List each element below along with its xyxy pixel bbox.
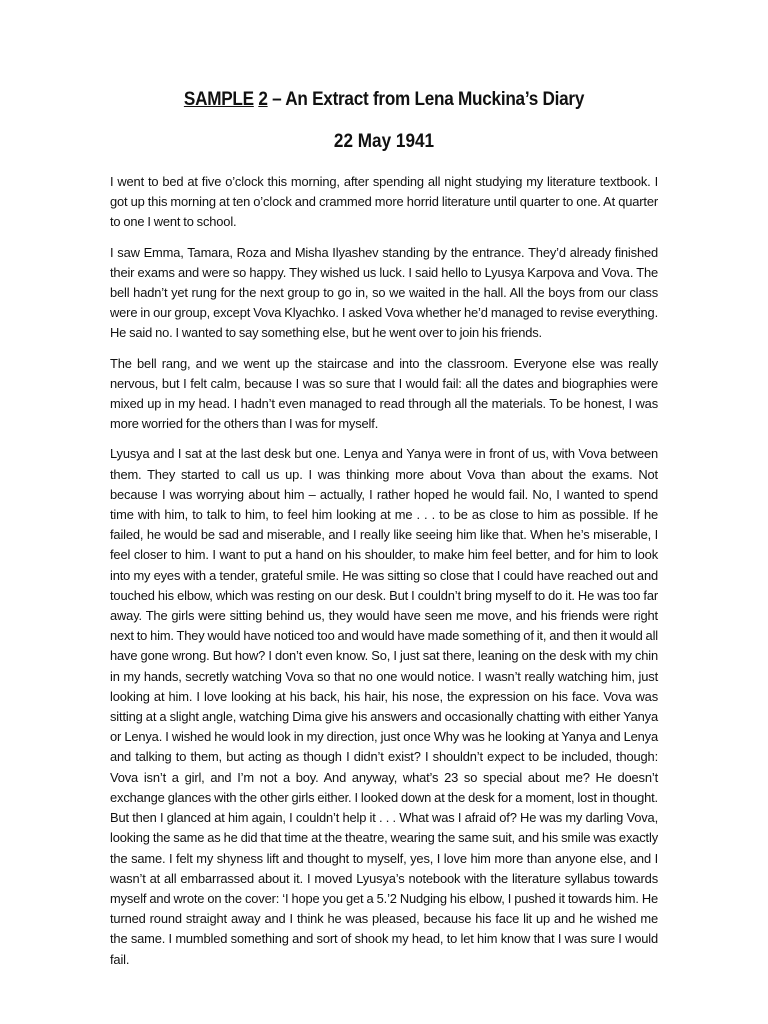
paragraph-3: The bell rang, and we went up the staircase and into the classroom. Everyone else was really nervous, but I felt calm, because I was so sure that I would fail: all the dates and biographies were mixed up in my head. I hadn’t even managed to read through all the materials. To be honest, I was more worried for the others than I was for myself.: [110, 355, 658, 432]
title-sample-number: 2: [258, 88, 268, 110]
paragraph-4: Lyusya and I sat at the last desk but one. Lenya and Yanya were in front of us, with Vova between them. They started to call us up. I was thinking more about Vova than about the exams. Not because I was worrying about him – actually, I rather hoped he would fail. No, I wanted to spend time with him, to talk to him, to feel him looking at me . . . to be as close to him as possible. If he failed, he would be sad and miserable, and I really like seeing him like that. When he’s miserable, I feel closer to him. I want to put a hand on his shoulder, to make him feel better, and for him to look into my eyes with a tender, grateful smile. He was sitting so close that I could have reached out and touched his elbow, which was resting on our desk. But I couldn’t bring myself to do it. He was too far away. The girls were sitting behind us, they would have seen me move, and his friends were right next to him. They would have noticed too and would have made something of it, and then it would all have gone wrong. But how? I don’t even know. So, I just sat there, leaning on the desk with my chin in my hands, secretly watching Vova so that no one would notice. I wasn’t really watching him, just looking at him. I love looking at his back, his hair, his nose, the expression on his face. Vova was sitting at a slight angle, watching Dima give his answers and occasionally chatting with either Yanya or Lenya. I wished he would look in my direction, just once Why was he looking at Yanya and Lenya and talking to them, but acting as though I didn’t exist? I shouldn’t expect to be included, though: Vova isn’t a girl, and I’m not a boy. And anyway, what’s 23 so special about me? He doesn’t exchange glances with the other girls either. I looked down at the desk for a moment, lost in thought. But then I glanced at him again, I couldn’t help it . . . What was I afraid of? He was my darling Vova, looking the same as he did that time at the theatre, wearing the same suit, and his smile was exactly the same. I felt my shyness lift and thought to myself, yes, I love him more than anyone else, and I wasn’t at all embarrassed about it. I moved Lyusya’s notebook with the literature syllabus towards myself and wrote on the cover: ‘I hope you get a 5.’2 Nudging his elbow, I pushed it towards him. He turned round straight away and I think he was pleased, because his face lit up and he wished me the same. I mumbled something and sort of shook my head, to let him know that I was sure I would fail.: [110, 446, 658, 967]
paragraph-2: I saw Emma, Tamara, Roza and Misha Ilyashev standing by the entrance. They’d already finished their exams and were so happy. They wished us luck. I said hello to Lyusya Karpova and Vova. The bell hadn’t yet rung for the next group to go in, so we waited in the hall. All the boys from our class were in our group, except Vova Klyachko. I asked Vova whether he’d managed to revise everything. He said no. I wanted to say something else, but he went over to join his friends.: [110, 244, 658, 341]
diary-body: [110, 172, 658, 970]
diary-date: 22 May 1941: [333, 130, 435, 152]
document-page: [110, 84, 658, 980]
title-separator: –: [267, 88, 286, 110]
title-sample-word: SAMPLE: [183, 88, 254, 110]
paragraph-1: I went to bed at five o’clock this morning, after spending all night studying my literature textbook. I got up this morning at ten o’clock and crammed more horrid literature until quarter to one. At quarter to one I went to school.: [110, 174, 658, 230]
document-title: [143, 84, 625, 114]
title-rest: An Extract from Lena Muckina’s Diary: [285, 88, 585, 110]
